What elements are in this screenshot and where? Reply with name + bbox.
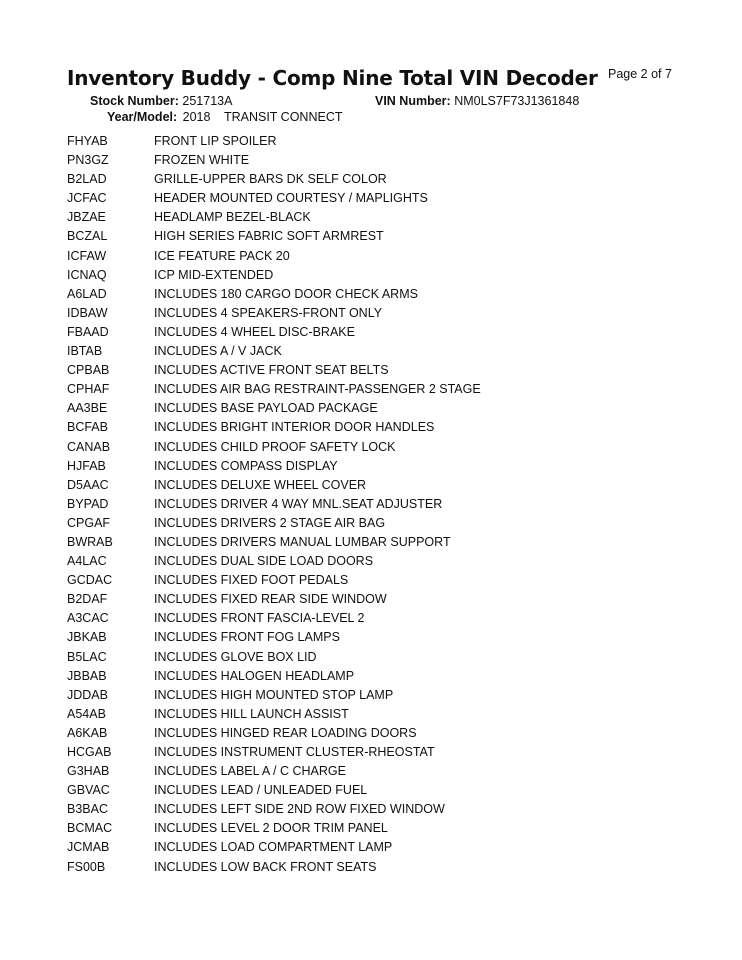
option-description: INCLUDES LOW BACK FRONT SEATS [154, 859, 377, 874]
option-description: INCLUDES A / V JACK [154, 344, 282, 359]
stock-number-value: 251713A [182, 94, 233, 108]
option-code: CPHAF [67, 382, 110, 397]
option-code: BYPAD [67, 496, 109, 511]
option-code: CANAB [67, 439, 111, 454]
option-code: CPBAB [67, 363, 110, 378]
option-code: JBBAB [67, 668, 107, 683]
option-code: A4LAC [67, 554, 107, 569]
option-description: HIGH SERIES FABRIC SOFT ARMREST [154, 229, 384, 244]
option-description: INCLUDES DRIVER 4 WAY MNL.SEAT ADJUSTER [154, 496, 443, 511]
option-description: INCLUDES DELUXE WHEEL COVER [154, 477, 367, 492]
option-description: INCLUDES FRONT FASCIA-LEVEL 2 [154, 611, 365, 626]
option-description: INCLUDES COMPASS DISPLAY [154, 458, 338, 473]
year-model-label: Year/Model: [107, 110, 178, 124]
option-code: GCDAC [67, 573, 113, 588]
option-description: FROZEN WHITE [154, 153, 250, 168]
option-code: JBKAB [67, 630, 107, 645]
year-value: 2018 [182, 110, 211, 124]
option-code: JCFAC [67, 191, 107, 206]
option-code: GBVAC [67, 783, 110, 798]
option-description: INCLUDES INSTRUMENT CLUSTER-RHEOSTAT [154, 745, 435, 759]
option-description: INCLUDES AIR BAG RESTRAINT-PASSENGER 2 STAGE [154, 382, 481, 397]
option-code: A3CAC [67, 611, 109, 626]
document-title: Inventory Buddy - Comp Nine Total VIN Decoder [67, 66, 598, 90]
option-description: INCLUDES DUAL SIDE LOAD DOORS [154, 554, 374, 569]
option-code: A54AB [67, 706, 106, 721]
option-description: INCLUDES GLOVE BOX LID [154, 649, 317, 664]
model-value: TRANSIT CONNECT [223, 110, 343, 124]
option-description: INCLUDES FIXED FOOT PEDALS [154, 573, 349, 588]
option-code: HJFAB [67, 458, 106, 473]
option-description: INCLUDES HALOGEN HEADLAMP [154, 668, 355, 683]
vin-number [375, 94, 579, 108]
option-code: JBZAE [67, 210, 106, 225]
option-code: ICNAQ [67, 267, 107, 282]
option-code: A6KAB [67, 725, 108, 740]
option-code: FBAAD [67, 324, 109, 339]
option-code: BCFAB [67, 420, 108, 435]
vin-number-label: VIN Number: [375, 94, 451, 108]
option-code: B2LAD [67, 172, 107, 187]
option-code: HCGAB [67, 745, 112, 759]
option-description: ICE FEATURE PACK 20 [154, 248, 290, 263]
option-description: INCLUDES LEAD / UNLEADED FUEL [154, 783, 368, 798]
option-code: CPGAF [67, 515, 111, 530]
option-code: JDDAB [67, 687, 108, 702]
stock-number-label: Stock Number: [90, 94, 179, 108]
option-code: A6LAD [67, 286, 107, 301]
option-code: D5AAC [67, 477, 109, 492]
option-description: INCLUDES HILL LAUNCH ASSIST [154, 706, 349, 721]
option-description: INCLUDES 4 WHEEL DISC-BRAKE [154, 324, 355, 339]
option-description: INCLUDES LOAD COMPARTMENT LAMP [154, 840, 393, 855]
option-description: INCLUDES BRIGHT INTERIOR DOOR HANDLES [154, 420, 435, 435]
option-description: HEADLAMP BEZEL-BLACK [154, 210, 311, 225]
option-code: BWRAB [67, 534, 113, 549]
option-code: BCMAC [67, 821, 113, 836]
year-model [107, 110, 342, 124]
option-description: INCLUDES HIGH MOUNTED STOP LAMP [154, 687, 394, 702]
option-description: INCLUDES LABEL A / C CHARGE [154, 764, 346, 779]
option-description: INCLUDES LEVEL 2 DOOR TRIM PANEL [154, 821, 388, 836]
option-code: FHYAB [67, 134, 108, 148]
option-description: INCLUDES FRONT FOG LAMPS [154, 630, 340, 645]
option-description: INCLUDES ACTIVE FRONT SEAT BELTS [154, 363, 389, 378]
option-code: ICFAW [67, 248, 107, 263]
option-code: IDBAW [67, 305, 108, 320]
option-description: INCLUDES DRIVERS 2 STAGE AIR BAG [154, 515, 386, 530]
stock-number [90, 94, 232, 108]
option-description: INCLUDES 180 CARGO DOOR CHECK ARMS [154, 286, 418, 301]
option-description: FRONT LIP SPOILER [154, 134, 277, 148]
option-description: INCLUDES FIXED REAR SIDE WINDOW [154, 592, 387, 607]
option-description: INCLUDES LEFT SIDE 2ND ROW FIXED WINDOW [154, 802, 445, 817]
option-description: INCLUDES BASE PAYLOAD PACKAGE [154, 401, 378, 416]
option-code: BCZAL [67, 229, 108, 244]
option-code: B2DAF [67, 592, 108, 607]
option-description: INCLUDES CHILD PROOF SAFETY LOCK [154, 439, 396, 454]
option-code: IBTAB [67, 344, 103, 359]
option-code: B3BAC [67, 802, 108, 817]
option-description: GRILLE-UPPER BARS DK SELF COLOR [154, 172, 387, 187]
option-description: ICP MID-EXTENDED [154, 267, 274, 282]
page-number: Page 2 of 7 [608, 67, 672, 81]
option-code: B5LAC [67, 649, 107, 664]
option-code: PN3GZ [67, 153, 109, 168]
option-code: AA3BE [67, 401, 108, 416]
option-code: G3HAB [67, 764, 110, 779]
option-code: JCMAB [67, 840, 110, 855]
option-description: INCLUDES HINGED REAR LOADING DOORS [154, 725, 417, 740]
option-description: INCLUDES 4 SPEAKERS-FRONT ONLY [154, 305, 383, 320]
option-description: INCLUDES DRIVERS MANUAL LUMBAR SUPPORT [154, 534, 451, 549]
option-code: FS00B [67, 859, 106, 874]
vin-number-value: NM0LS7F73J1361848 [454, 94, 580, 108]
option-description: HEADER MOUNTED COURTESY / MAPLIGHTS [154, 191, 428, 206]
